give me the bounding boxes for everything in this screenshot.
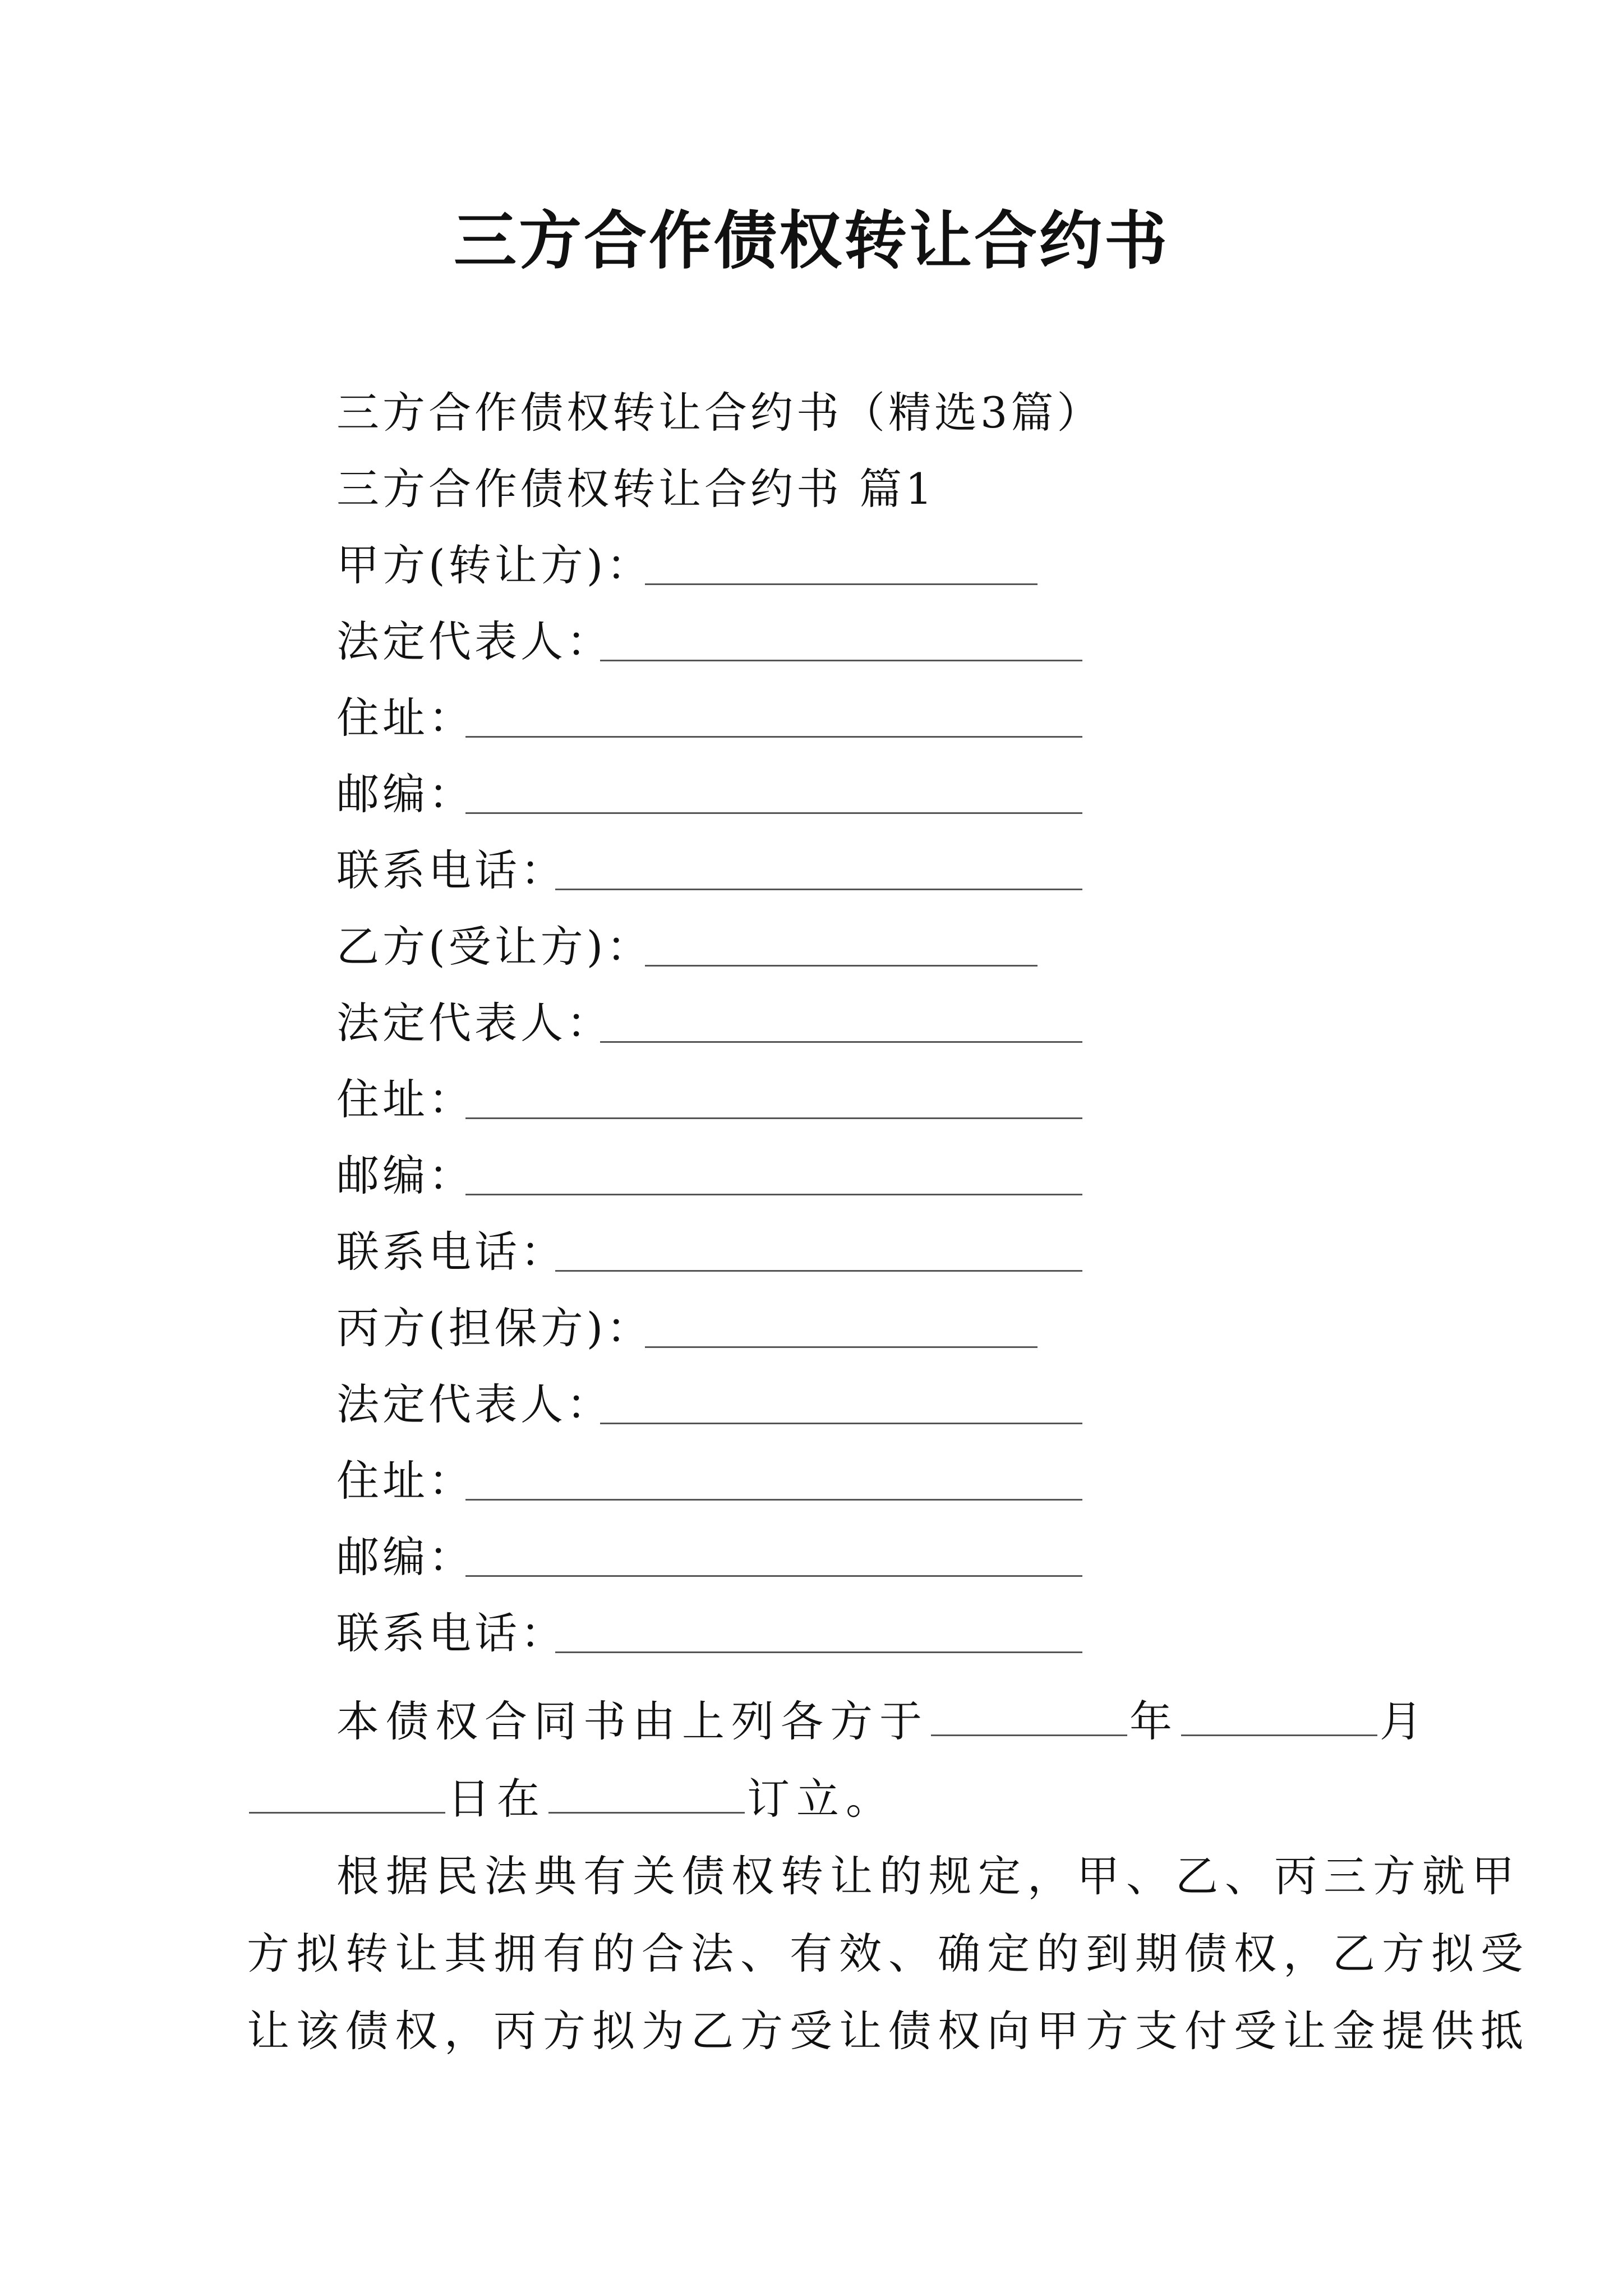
body-line-3: 让该债权，丙方拟为乙方受让债权向甲方支付受让金提供抵 — [247, 2006, 1530, 2056]
party-a-postcode-label: 邮编： — [336, 769, 474, 819]
party-b-label: 乙方(受让方)： — [336, 922, 653, 972]
section-heading: 三方合作债权转让合约书 篇1 — [336, 464, 936, 514]
day-at-label: 日在 — [448, 1774, 546, 1824]
party-a-rep-label: 法定代表人： — [336, 616, 612, 666]
party-b-address-blank[interactable] — [465, 1117, 1082, 1119]
month-blank[interactable] — [1181, 1695, 1377, 1736]
body-line-2: 方拟转让其拥有的合法、有效、确定的到期债权，乙方拟受 — [247, 1929, 1530, 1978]
party-a-address-label: 住址： — [336, 693, 474, 743]
party-c-postcode-blank[interactable] — [465, 1575, 1082, 1577]
party-b-postcode-blank[interactable] — [465, 1194, 1082, 1195]
party-a-postcode-blank[interactable] — [465, 812, 1082, 814]
party-b-address-label: 住址： — [336, 1074, 474, 1124]
body-paragraph — [247, 1838, 1530, 2070]
party-a-phone-label: 联系电话： — [336, 845, 566, 895]
party-a-label: 甲方(转让方)： — [336, 540, 653, 590]
party-c-phone-label: 联系电话： — [336, 1608, 566, 1658]
party-b-rep-label: 法定代表人： — [336, 998, 612, 1048]
date-clause-line-1 — [247, 1683, 1429, 1760]
party-a-rep-blank[interactable] — [600, 660, 1082, 661]
year-label: 年 — [1129, 1696, 1179, 1746]
date-clause — [247, 1683, 1429, 1838]
place-blank[interactable] — [548, 1773, 745, 1814]
day-blank[interactable] — [249, 1773, 445, 1814]
party-b-postcode-label: 邮编： — [336, 1151, 474, 1200]
party-b-phone-label: 联系电话： — [336, 1227, 566, 1277]
month-label: 月 — [1380, 1696, 1429, 1746]
party-c-rep-blank[interactable] — [600, 1423, 1082, 1424]
party-a-address-blank[interactable] — [465, 736, 1082, 738]
party-c-rep-label: 法定代表人： — [336, 1379, 612, 1429]
party-c-address-label: 住址： — [336, 1456, 474, 1506]
signed-label: 订立。 — [747, 1774, 895, 1824]
year-blank[interactable] — [931, 1695, 1127, 1736]
party-a-phone-blank[interactable] — [555, 889, 1082, 890]
body-line-1: 根据民法典有关债权转让的规定，甲、乙、丙三方就甲 — [336, 1851, 1521, 1901]
party-c-postcode-label: 邮编： — [336, 1532, 474, 1582]
party-c-name-blank[interactable] — [645, 1346, 1038, 1348]
party-c-address-blank[interactable] — [465, 1499, 1082, 1501]
party-a-name-blank[interactable] — [645, 583, 1038, 585]
date-clause-line-2 — [247, 1760, 1385, 1838]
party-c-label: 丙方(担保方)： — [336, 1303, 653, 1353]
document-subtitle: 三方合作债权转让合约书（精选3篇） — [336, 388, 1103, 438]
date-clause-lead: 本债权合同书由上列各方于 — [336, 1696, 929, 1746]
party-c-phone-blank[interactable] — [555, 1651, 1082, 1653]
document-title: 三方合作债权转让合约书 — [454, 204, 1169, 278]
party-b-name-blank[interactable] — [645, 965, 1038, 967]
party-b-phone-blank[interactable] — [555, 1270, 1082, 1272]
party-b-rep-blank[interactable] — [600, 1041, 1082, 1043]
